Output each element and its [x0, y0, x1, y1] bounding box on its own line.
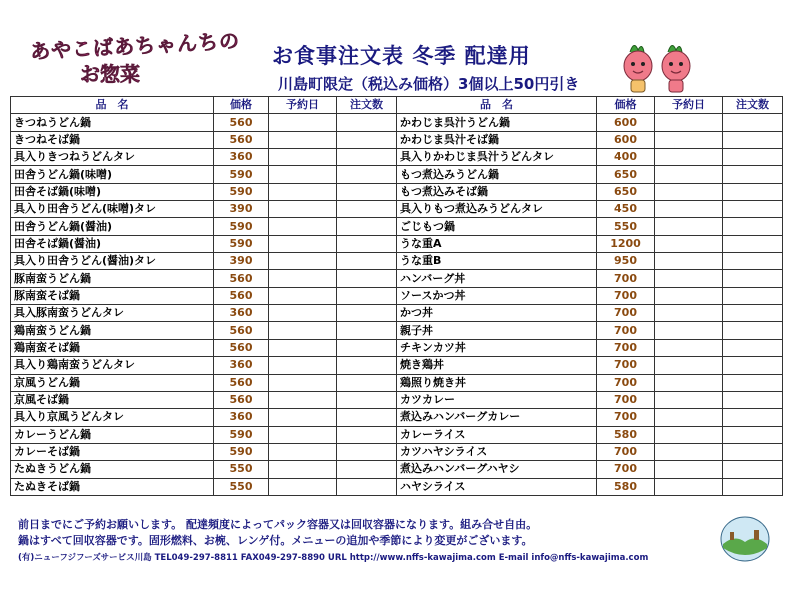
left-reserve-cell[interactable]: [269, 149, 337, 166]
left-item-price: 590: [214, 426, 269, 443]
left-item-name: 具入り鶏南蛮うどんタレ: [11, 357, 214, 374]
logo-line-2: お惣菜: [80, 62, 140, 86]
left-reserve-cell[interactable]: [269, 253, 337, 270]
left-reserve-cell[interactable]: [269, 270, 337, 287]
left-reserve-cell[interactable]: [269, 114, 337, 131]
left-qty-cell[interactable]: [337, 166, 397, 183]
right-item-price: 550: [597, 218, 655, 235]
right-item-name: かわじま呉汁そば鍋: [397, 131, 597, 148]
left-item-price: 560: [214, 131, 269, 148]
left-item-price: 360: [214, 409, 269, 426]
right-item-name: もつ煮込みそば鍋: [397, 183, 597, 200]
right-item-name: ソースかつ丼: [397, 287, 597, 304]
right-reserve-cell[interactable]: [655, 374, 723, 391]
right-qty-cell[interactable]: [723, 131, 783, 148]
right-item-price: 950: [597, 253, 655, 270]
left-item-name: 具入り田舎うどん(味噌)タレ: [11, 201, 214, 218]
table-header-row: [11, 97, 783, 114]
right-qty-cell[interactable]: [723, 166, 783, 183]
left-item-name: カレーそば鍋: [11, 443, 214, 460]
left-reserve-cell[interactable]: [269, 391, 337, 408]
right-reserve-cell[interactable]: [655, 131, 723, 148]
left-item-name: 京風そば鍋: [11, 391, 214, 408]
left-reserve-cell[interactable]: [269, 322, 337, 339]
left-item-price: 560: [214, 339, 269, 356]
right-item-name: 焼き鶏丼: [397, 357, 597, 374]
left-qty-cell[interactable]: [337, 322, 397, 339]
left-qty-cell[interactable]: [337, 426, 397, 443]
left-qty-cell[interactable]: [337, 287, 397, 304]
left-reserve-cell[interactable]: [269, 235, 337, 252]
order-table: [10, 96, 783, 496]
left-qty-cell[interactable]: [337, 218, 397, 235]
left-item-name: たぬきうどん鍋: [11, 461, 214, 478]
table-row: [11, 426, 783, 443]
left-reserve-cell[interactable]: [269, 339, 337, 356]
left-qty-cell[interactable]: [337, 253, 397, 270]
right-item-name: かわじま呉汁うどん鍋: [397, 114, 597, 131]
left-reserve-cell[interactable]: [269, 131, 337, 148]
left-item-price: 360: [214, 357, 269, 374]
right-qty-cell[interactable]: [723, 391, 783, 408]
right-reserve-cell[interactable]: [655, 322, 723, 339]
left-item-name: 具入り田舎うどん(醤油)タレ: [11, 253, 214, 270]
header-qty-right: 注文数: [723, 97, 783, 114]
left-qty-cell[interactable]: [337, 270, 397, 287]
left-reserve-cell[interactable]: [269, 357, 337, 374]
left-item-price: 590: [214, 218, 269, 235]
right-item-price: 700: [597, 305, 655, 322]
right-reserve-cell[interactable]: [655, 235, 723, 252]
right-reserve-cell[interactable]: [655, 478, 723, 495]
right-item-name: うな重B: [397, 253, 597, 270]
order-note-2: 鍋はすべて回収容器です。固形燃料、お椀、レンゲ付。メニューの追加や季節により変更がございます。: [18, 534, 533, 547]
left-item-name: 具入豚南蛮うどんタレ: [11, 305, 214, 322]
left-item-name: 具入り京風うどんタレ: [11, 409, 214, 426]
order-note-1: 前日までにご予約お願いします。 配達頻度によってパック容器又は回収容器になります。組み合せ自由。: [18, 518, 538, 531]
left-qty-cell[interactable]: [337, 235, 397, 252]
right-item-price: 650: [597, 183, 655, 200]
left-qty-cell[interactable]: [337, 305, 397, 322]
table-row: [11, 478, 783, 495]
page-title: お食事注文表 冬季 配達用: [272, 44, 531, 68]
left-qty-cell[interactable]: [337, 149, 397, 166]
left-item-price: 590: [214, 166, 269, 183]
right-item-name: 親子丼: [397, 322, 597, 339]
right-reserve-cell[interactable]: [655, 218, 723, 235]
table-row: [11, 287, 783, 304]
left-item-price: 560: [214, 374, 269, 391]
onion-mascot-icon: [618, 38, 696, 96]
table-row: [11, 391, 783, 408]
right-item-name: カツカレー: [397, 391, 597, 408]
left-item-name: カレーうどん鍋: [11, 426, 214, 443]
right-qty-cell[interactable]: [723, 322, 783, 339]
right-qty-cell[interactable]: [723, 409, 783, 426]
table-row: [11, 131, 783, 148]
left-item-price: 560: [214, 270, 269, 287]
left-item-price: 360: [214, 149, 269, 166]
right-item-price: 700: [597, 443, 655, 460]
left-item-name: 京風うどん鍋: [11, 374, 214, 391]
right-item-price: 700: [597, 339, 655, 356]
table-row: [11, 461, 783, 478]
right-item-price: 700: [597, 374, 655, 391]
right-reserve-cell[interactable]: [655, 270, 723, 287]
right-qty-cell[interactable]: [723, 218, 783, 235]
right-reserve-cell[interactable]: [655, 114, 723, 131]
right-qty-cell[interactable]: [723, 461, 783, 478]
right-item-price: 700: [597, 357, 655, 374]
left-item-name: 田舎そば鍋(醤油): [11, 235, 214, 252]
right-item-name: かつ丼: [397, 305, 597, 322]
header-reserve-left: 予約日: [269, 97, 337, 114]
header-price-left: 価格: [214, 97, 269, 114]
right-item-name: カレーライス: [397, 426, 597, 443]
right-item-name: ごじもつ鍋: [397, 218, 597, 235]
left-reserve-cell[interactable]: [269, 478, 337, 495]
right-reserve-cell[interactable]: [655, 183, 723, 200]
right-qty-cell[interactable]: [723, 357, 783, 374]
company-footer: (有)ニューフジフーズサービス川島 TEL049-297-8811 FAX049-297-8890 URL http://www.nffs-kawajima.com E-mail info@nffs-kawajima.com: [18, 553, 649, 563]
table-row: [11, 235, 783, 252]
left-reserve-cell[interactable]: [269, 426, 337, 443]
right-reserve-cell[interactable]: [655, 461, 723, 478]
right-reserve-cell[interactable]: [655, 391, 723, 408]
left-qty-cell[interactable]: [337, 374, 397, 391]
left-reserve-cell[interactable]: [269, 305, 337, 322]
table-row: [11, 357, 783, 374]
left-qty-cell[interactable]: [337, 461, 397, 478]
table-row: [11, 409, 783, 426]
right-item-name: もつ煮込みうどん鍋: [397, 166, 597, 183]
right-item-name: 煮込みハンバーグハヤシ: [397, 461, 597, 478]
table-row: [11, 166, 783, 183]
left-reserve-cell[interactable]: [269, 409, 337, 426]
right-qty-cell[interactable]: [723, 426, 783, 443]
right-item-name: うな重A: [397, 235, 597, 252]
left-qty-cell[interactable]: [337, 201, 397, 218]
table-row: [11, 114, 783, 131]
right-item-price: 1200: [597, 235, 655, 252]
left-item-name: 田舎うどん鍋(味噌): [11, 166, 214, 183]
right-item-price: 700: [597, 322, 655, 339]
left-qty-cell[interactable]: [337, 443, 397, 460]
left-qty-cell[interactable]: [337, 478, 397, 495]
table-row: [11, 374, 783, 391]
right-reserve-cell[interactable]: [655, 357, 723, 374]
right-qty-cell[interactable]: [723, 114, 783, 131]
left-qty-cell[interactable]: [337, 131, 397, 148]
right-reserve-cell[interactable]: [655, 426, 723, 443]
left-item-price: 550: [214, 461, 269, 478]
left-reserve-cell[interactable]: [269, 287, 337, 304]
right-item-name: 煮込みハンバーグカレー: [397, 409, 597, 426]
left-item-name: 具入りきつねうどんタレ: [11, 149, 214, 166]
left-reserve-cell[interactable]: [269, 201, 337, 218]
right-item-price: 700: [597, 270, 655, 287]
left-reserve-cell[interactable]: [269, 443, 337, 460]
left-item-price: 590: [214, 235, 269, 252]
left-reserve-cell[interactable]: [269, 166, 337, 183]
right-item-name: チキンカツ丼: [397, 339, 597, 356]
right-item-name: 具入りかわじま呉汁うどんタレ: [397, 149, 597, 166]
left-item-price: 590: [214, 183, 269, 200]
left-qty-cell[interactable]: [337, 183, 397, 200]
left-item-name: 田舎そば鍋(味噌): [11, 183, 214, 200]
left-item-name: きつねそば鍋: [11, 131, 214, 148]
shop-logo: [30, 30, 250, 90]
header-reserve-right: 予約日: [655, 97, 723, 114]
right-reserve-cell[interactable]: [655, 443, 723, 460]
right-reserve-cell[interactable]: [655, 287, 723, 304]
table-row: [11, 149, 783, 166]
right-item-price: 700: [597, 391, 655, 408]
table-row: [11, 270, 783, 287]
right-reserve-cell[interactable]: [655, 149, 723, 166]
right-qty-cell[interactable]: [723, 253, 783, 270]
right-qty-cell[interactable]: [723, 287, 783, 304]
right-item-name: カツハヤシライス: [397, 443, 597, 460]
table-row: [11, 201, 783, 218]
page-subtitle: 川島町限定（税込み価格）3個以上50円引き: [278, 75, 580, 93]
right-reserve-cell[interactable]: [655, 201, 723, 218]
right-item-price: 400: [597, 149, 655, 166]
header-qty-left: 注文数: [337, 97, 397, 114]
left-item-price: 560: [214, 322, 269, 339]
table-row: [11, 253, 783, 270]
left-item-price: 390: [214, 253, 269, 270]
right-item-price: 450: [597, 201, 655, 218]
left-item-name: 鶏南蛮うどん鍋: [11, 322, 214, 339]
right-qty-cell[interactable]: [723, 235, 783, 252]
header-name-left: 品 名: [11, 97, 214, 114]
left-item-name: たぬきそば鍋: [11, 478, 214, 495]
right-item-name: 具入りもつ煮込みうどんタレ: [397, 201, 597, 218]
header-price-right: 価格: [597, 97, 655, 114]
table-row: [11, 218, 783, 235]
right-item-price: 580: [597, 478, 655, 495]
right-item-price: 700: [597, 287, 655, 304]
left-item-price: 550: [214, 478, 269, 495]
right-item-price: 580: [597, 426, 655, 443]
table-row: [11, 339, 783, 356]
left-qty-cell[interactable]: [337, 391, 397, 408]
right-qty-cell[interactable]: [723, 149, 783, 166]
left-item-price: 360: [214, 305, 269, 322]
right-item-name: ハヤシライス: [397, 478, 597, 495]
right-reserve-cell[interactable]: [655, 305, 723, 322]
right-qty-cell[interactable]: [723, 183, 783, 200]
right-item-price: 600: [597, 114, 655, 131]
table-row: [11, 305, 783, 322]
left-item-price: 560: [214, 391, 269, 408]
header-name-right: 品 名: [397, 97, 597, 114]
right-qty-cell[interactable]: [723, 305, 783, 322]
right-item-name: 鶏照り焼き丼: [397, 374, 597, 391]
right-qty-cell[interactable]: [723, 270, 783, 287]
left-qty-cell[interactable]: [337, 409, 397, 426]
table-row: [11, 183, 783, 200]
left-item-price: 560: [214, 287, 269, 304]
left-item-name: きつねうどん鍋: [11, 114, 214, 131]
left-qty-cell[interactable]: [337, 114, 397, 131]
right-item-price: 700: [597, 409, 655, 426]
right-item-name: ハンバーグ丼: [397, 270, 597, 287]
left-reserve-cell[interactable]: [269, 183, 337, 200]
left-reserve-cell[interactable]: [269, 218, 337, 235]
left-item-name: 鶏南蛮そば鍋: [11, 339, 214, 356]
table-row: [11, 322, 783, 339]
right-item-price: 650: [597, 166, 655, 183]
right-qty-cell[interactable]: [723, 201, 783, 218]
left-item-name: 豚南蛮うどん鍋: [11, 270, 214, 287]
right-qty-cell[interactable]: [723, 374, 783, 391]
right-reserve-cell[interactable]: [655, 253, 723, 270]
left-item-price: 590: [214, 443, 269, 460]
right-qty-cell[interactable]: [723, 339, 783, 356]
right-qty-cell[interactable]: [723, 478, 783, 495]
left-item-price: 560: [214, 114, 269, 131]
scenery-badge-icon: [720, 516, 770, 562]
right-qty-cell[interactable]: [723, 443, 783, 460]
right-reserve-cell[interactable]: [655, 339, 723, 356]
right-reserve-cell[interactable]: [655, 166, 723, 183]
right-item-price: 600: [597, 131, 655, 148]
left-reserve-cell[interactable]: [269, 461, 337, 478]
left-qty-cell[interactable]: [337, 339, 397, 356]
left-item-name: 豚南蛮そば鍋: [11, 287, 214, 304]
right-item-price: 700: [597, 461, 655, 478]
logo-line-1: あやこばあちゃんちの: [29, 28, 241, 64]
left-qty-cell[interactable]: [337, 357, 397, 374]
table-row: [11, 443, 783, 460]
left-item-name: 田舎うどん鍋(醤油): [11, 218, 214, 235]
left-item-price: 390: [214, 201, 269, 218]
right-reserve-cell[interactable]: [655, 409, 723, 426]
left-reserve-cell[interactable]: [269, 374, 337, 391]
